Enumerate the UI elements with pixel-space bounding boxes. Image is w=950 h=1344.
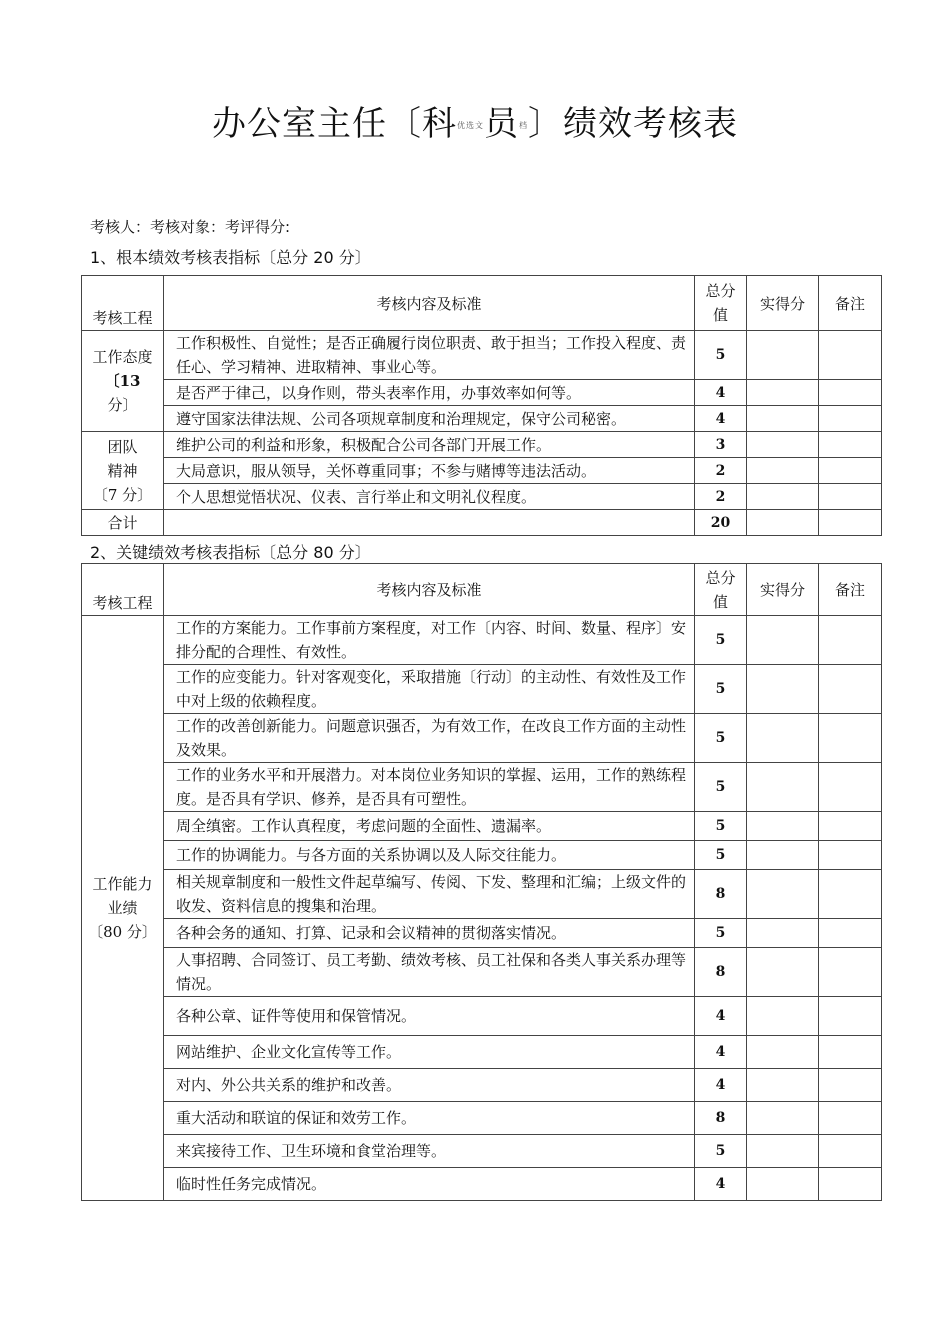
actual-score-cell[interactable] <box>747 510 819 536</box>
score-value: 2 <box>695 458 747 484</box>
actual-score-cell[interactable] <box>747 714 819 763</box>
document-title <box>0 96 950 145</box>
section2-title: 2、关键绩效考核表指标〔总分 80 分〕 <box>90 543 371 562</box>
remark-cell[interactable] <box>819 1036 882 1069</box>
score-value: 5 <box>695 919 747 948</box>
header-actual: 实得分 <box>747 276 819 331</box>
table-row <box>82 458 882 484</box>
criteria-text: 维护公司的利益和形象，积极配合公司各部门开展工作。 <box>164 432 695 458</box>
remark-cell[interactable] <box>819 812 882 841</box>
remark-cell[interactable] <box>819 406 882 432</box>
header-content: 考核内容及标准 <box>164 564 695 616</box>
watermark-text: 档 <box>519 121 528 130</box>
table-row <box>82 841 882 870</box>
criteria-text: 周全缜密。工作认真程度，考虑问题的全面性、遗漏率。 <box>164 812 695 841</box>
score-value: 8 <box>695 948 747 997</box>
watermark-text: 优选文 <box>457 121 484 130</box>
title-part-b: 员 <box>484 104 519 144</box>
table-row <box>82 1135 882 1168</box>
header-item: 考核工程 <box>82 276 164 331</box>
remark-cell[interactable] <box>819 458 882 484</box>
table-header-row <box>82 276 882 331</box>
title-part-c: 〕绩效考核表 <box>528 104 738 144</box>
meta-line: 考核人：考核对象：考评得分: <box>90 218 291 236</box>
criteria-text: 对内、外公共关系的维护和改善。 <box>164 1069 695 1102</box>
sum-empty-cell <box>164 510 695 536</box>
basic-performance-table <box>81 275 882 536</box>
table-row <box>82 763 882 812</box>
criteria-text: 工作积极性、自觉性；是否正确履行岗位职责、敢于担当；工作投入程度、责任心、学习精神、进取精神、事业心等。 <box>164 331 695 380</box>
remark-cell[interactable] <box>819 1102 882 1135</box>
actual-score-cell[interactable] <box>747 380 819 406</box>
sum-value: 20 <box>695 510 747 536</box>
criteria-text: 工作的业务水平和开展潜力。对本岗位业务知识的掌握、运用，工作的熟练程度。是否具有学识、修养，是否具有可塑性。 <box>164 763 695 812</box>
header-total <box>695 276 747 331</box>
actual-score-cell[interactable] <box>747 1168 819 1201</box>
group-team-spirit <box>82 432 164 510</box>
score-value: 4 <box>695 406 747 432</box>
actual-score-cell[interactable] <box>747 458 819 484</box>
title-part-a: 办公室主任〔科 <box>212 104 457 144</box>
remark-cell[interactable] <box>819 714 882 763</box>
table-row <box>82 812 882 841</box>
criteria-text: 人事招聘、合同签订、员工考勤、绩效考核、员工社保和各类人事关系办理等情况。 <box>164 948 695 997</box>
actual-score-cell[interactable] <box>747 406 819 432</box>
table-row <box>82 380 882 406</box>
actual-score-cell[interactable] <box>747 432 819 458</box>
header-item: 考核工程 <box>82 564 164 616</box>
sum-row <box>82 510 882 536</box>
actual-score-cell[interactable] <box>747 1135 819 1168</box>
score-value: 4 <box>695 1168 747 1201</box>
criteria-text: 来宾接待工作、卫生环境和食堂治理等。 <box>164 1135 695 1168</box>
table-row <box>82 870 882 919</box>
group-label-line: 〔13 <box>104 372 141 390</box>
score-value: 4 <box>695 380 747 406</box>
criteria-text: 重大活动和联谊的保证和效劳工作。 <box>164 1102 695 1135</box>
header-content: 考核内容及标准 <box>164 276 695 331</box>
header-total <box>695 564 747 616</box>
table-row <box>82 714 882 763</box>
actual-score-cell[interactable] <box>747 997 819 1036</box>
actual-score-cell[interactable] <box>747 948 819 997</box>
group-label-line: 分〕 <box>107 396 138 414</box>
header-actual: 实得分 <box>747 564 819 616</box>
criteria-text: 工作的方案能力。工作事前方案程度，对工作〔内容、时间、数量、程序〕安排分配的合理性、有效性。 <box>164 616 695 665</box>
group-label-line: 业绩 <box>107 899 138 917</box>
remark-cell[interactable] <box>819 841 882 870</box>
table-row <box>82 665 882 714</box>
remark-cell[interactable] <box>819 763 882 812</box>
remark-cell[interactable] <box>819 432 882 458</box>
remark-cell[interactable] <box>819 510 882 536</box>
score-value: 4 <box>695 997 747 1036</box>
score-value: 5 <box>695 812 747 841</box>
criteria-text: 相关规章制度和一般性文件起草编写、传阅、下发、整理和汇编；上级文件的收发、资料信息的搜集和治理。 <box>164 870 695 919</box>
table-row <box>82 331 882 380</box>
actual-score-cell[interactable] <box>747 919 819 948</box>
table-row <box>82 1168 882 1201</box>
table-row <box>82 616 882 665</box>
group-label-line: 团队 <box>107 437 138 456</box>
group-work-ability <box>82 616 164 1201</box>
header-total-line1: 总分 <box>705 282 736 300</box>
table-row <box>82 997 882 1036</box>
actual-score-cell[interactable] <box>747 841 819 870</box>
table-row <box>82 1102 882 1135</box>
key-performance-table <box>81 563 882 1201</box>
table-header-row <box>82 564 882 616</box>
table-row <box>82 432 882 458</box>
actual-score-cell[interactable] <box>747 1102 819 1135</box>
header-total-line2: 值 <box>712 306 728 324</box>
remark-cell[interactable] <box>819 380 882 406</box>
group-label-line: 〔7 分〕 <box>92 485 153 504</box>
remark-cell[interactable] <box>819 484 882 510</box>
criteria-text: 是否严于律己，以身作则，带头表率作用，办事效率如何等。 <box>164 380 695 406</box>
score-value: 4 <box>695 1069 747 1102</box>
criteria-text: 个人思想觉悟状况、仪表、言行举止和文明礼仪程度。 <box>164 484 695 510</box>
score-value: 4 <box>695 1036 747 1069</box>
remark-cell[interactable] <box>819 1135 882 1168</box>
actual-score-cell[interactable] <box>747 763 819 812</box>
score-value: 5 <box>695 714 747 763</box>
score-value: 5 <box>695 763 747 812</box>
group-label-line: 工作能力 <box>92 875 153 893</box>
score-value: 2 <box>695 484 747 510</box>
actual-score-cell[interactable] <box>747 616 819 665</box>
criteria-text: 各种会务的通知、打算、记录和会议精神的贯彻落实情况。 <box>164 919 695 948</box>
score-value: 5 <box>695 616 747 665</box>
sum-label: 合计 <box>82 510 164 536</box>
remark-cell[interactable] <box>819 919 882 948</box>
criteria-text: 工作的协调能力。与各方面的关系协调以及人际交往能力。 <box>164 841 695 870</box>
score-value: 5 <box>695 331 747 380</box>
remark-cell[interactable] <box>819 1168 882 1201</box>
criteria-text: 临时性任务完成情况。 <box>164 1168 695 1201</box>
table-row <box>82 919 882 948</box>
header-remark: 备注 <box>819 564 882 616</box>
table-row <box>82 484 882 510</box>
remark-cell[interactable] <box>819 331 882 380</box>
group-label-line: 精神 <box>107 461 138 480</box>
criteria-text: 大局意识，服从领导，关怀尊重同事；不参与赌博等违法活动。 <box>164 458 695 484</box>
actual-score-cell[interactable] <box>747 1036 819 1069</box>
remark-cell[interactable] <box>819 870 882 919</box>
score-value: 5 <box>695 841 747 870</box>
remark-cell[interactable] <box>819 948 882 997</box>
criteria-text: 工作的应变能力。针对客观变化，釆取措施〔行动〕的主动性、有效性及工作中对上级的依赖程度。 <box>164 665 695 714</box>
section1-title: 1、根本绩效考核表指标〔总分 20 分〕 <box>90 248 371 267</box>
remark-cell[interactable] <box>819 997 882 1036</box>
criteria-text: 遵守国家法律法规、公司各项规章制度和治理规定，保守公司秘密。 <box>164 406 695 432</box>
group-label-line: 工作态度 <box>92 348 153 366</box>
remark-cell[interactable] <box>819 1069 882 1102</box>
actual-score-cell[interactable] <box>747 665 819 714</box>
table-row <box>82 948 882 997</box>
table-row <box>82 406 882 432</box>
score-value: 8 <box>695 870 747 919</box>
actual-score-cell[interactable] <box>747 1069 819 1102</box>
criteria-text: 各种公章、证件等使用和保管情况。 <box>164 997 695 1036</box>
criteria-text: 网站维护、企业文化宣传等工作。 <box>164 1036 695 1069</box>
remark-cell[interactable] <box>819 616 882 665</box>
table-row <box>82 1036 882 1069</box>
header-total-line2: 值 <box>712 592 728 611</box>
actual-score-cell[interactable] <box>747 331 819 380</box>
header-total-line1: 总分 <box>705 568 736 587</box>
actual-score-cell[interactable] <box>747 484 819 510</box>
score-value: 5 <box>695 1135 747 1168</box>
criteria-text: 工作的改善创新能力。问题意识强否，为有效工作，在改良工作方面的主动性及效果。 <box>164 714 695 763</box>
score-value: 5 <box>695 665 747 714</box>
group-work-attitude <box>82 331 164 432</box>
score-value: 3 <box>695 432 747 458</box>
header-remark: 备注 <box>819 276 882 331</box>
remark-cell[interactable] <box>819 665 882 714</box>
actual-score-cell[interactable] <box>747 812 819 841</box>
score-value: 8 <box>695 1102 747 1135</box>
group-label-line: 〔80 分〕 <box>88 923 157 941</box>
actual-score-cell[interactable] <box>747 870 819 919</box>
table-row <box>82 1069 882 1102</box>
